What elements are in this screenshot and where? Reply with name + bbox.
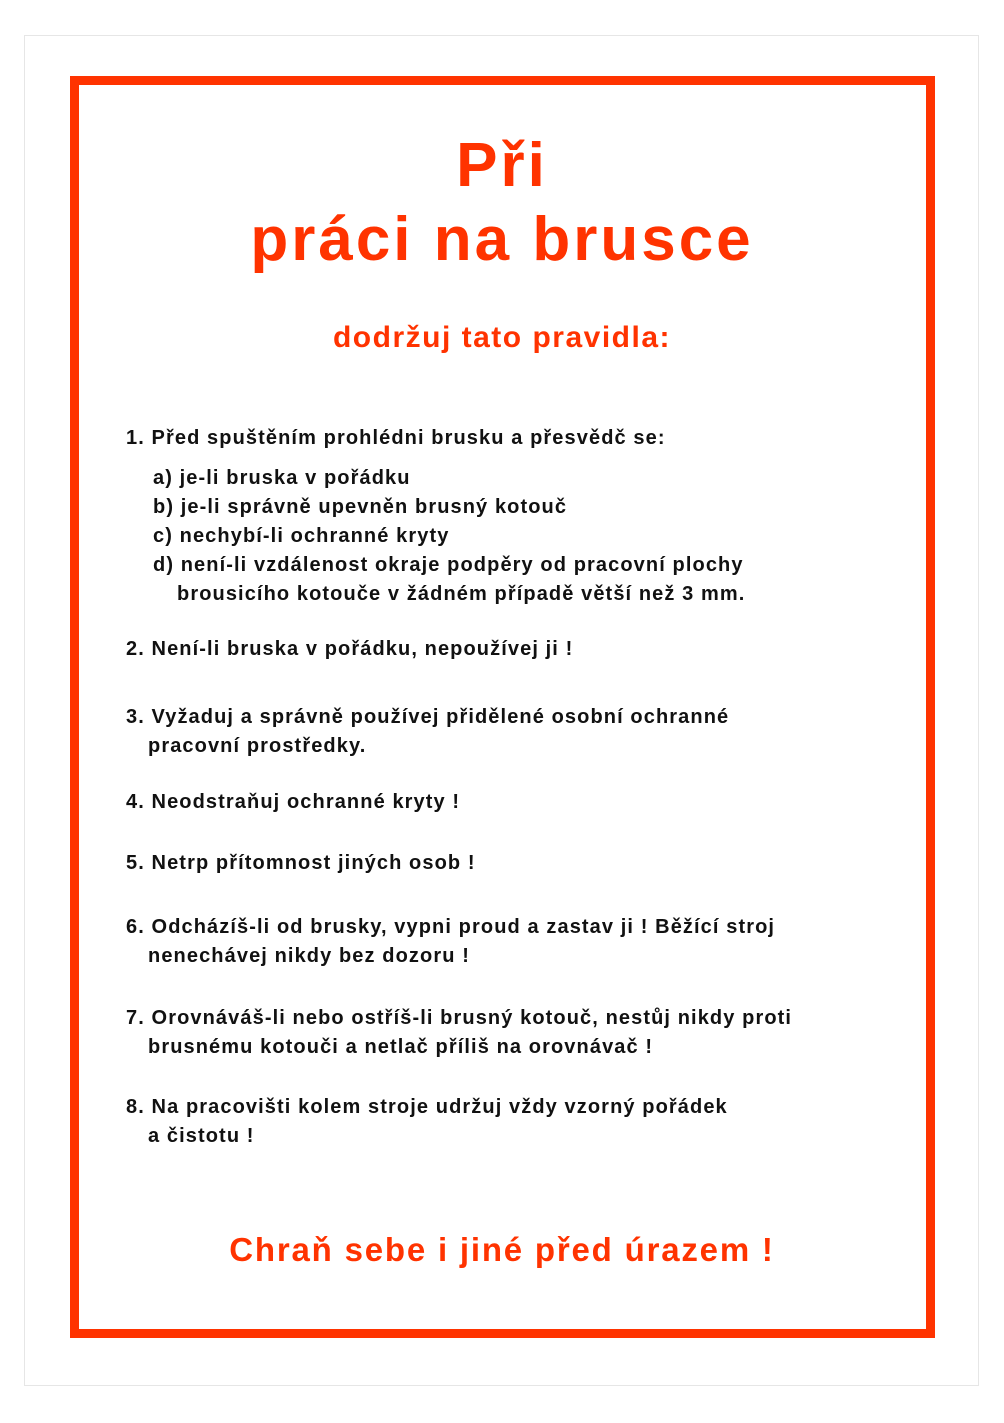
rule-1-subitem-d-line-2: brousicího kotouče v žádném případě větší než 3 mm. — [177, 583, 746, 605]
rule-1-subitem-a: a) je-li bruska v pořádku — [153, 467, 411, 489]
rule-1-subitems — [153, 464, 745, 609]
rule-5-line-1: 5. Netrp přítomnost jiných osob ! — [126, 852, 476, 874]
rule-4-line-1: 4. Neodstraňuj ochranné kryty ! — [126, 791, 461, 813]
rule-5 — [126, 849, 476, 878]
rule-8-line-2: a čistotu ! — [148, 1125, 255, 1147]
rule-6-line-1: 6. Odcházíš-li od brusky, vypni proud a zastav ji ! Běžící stroj — [126, 916, 776, 938]
rule-1-subitem-d-line-1: d) není-li vzdálenost okraje podpěry od pracovní plochy — [153, 554, 744, 576]
rule-1-line-1: 1. Před spuštěním prohlédni brusku a přesvědč se: — [126, 427, 666, 449]
rule-1-subitem-b: b) je-li správně upevněn brusný kotouč — [153, 496, 568, 518]
rule-1-subitem-c: c) nechybí-li ochranné kryty — [153, 525, 450, 547]
rule-2 — [126, 635, 573, 664]
rule-8 — [126, 1093, 728, 1151]
rule-3-line-2: pracovní prostředky. — [148, 735, 367, 757]
sign-footer-warning: Chraň sebe i jiné před úrazem ! — [229, 1231, 775, 1268]
rule-7-line-2: brusnému kotouči a netlač příliš na orovnávač ! — [148, 1036, 654, 1058]
rule-7 — [126, 1004, 792, 1062]
sign-title-line-2: práci na brusce — [250, 205, 754, 274]
rule-1 — [126, 424, 666, 453]
sign-subtitle: dodržuj tato pravidla: — [332, 321, 671, 354]
rule-2-line-1: 2. Není-li bruska v pořádku, nepoužívej ji ! — [126, 638, 574, 660]
rule-8-line-1: 8. Na pracovišti kolem stroje udržuj vždy vzorný pořádek — [126, 1096, 728, 1118]
rule-6 — [126, 913, 775, 971]
sign-title-line-1: Při — [456, 131, 548, 200]
rule-3 — [126, 703, 729, 761]
rule-3-line-1: 3. Vyžaduj a správně používej přidělené osobní ochranné — [126, 706, 730, 728]
rule-6-line-2: nenechávej nikdy bez dozoru ! — [148, 945, 470, 967]
rule-7-line-1: 7. Orovnáváš-li nebo ostříš-li brusný kotouč, nestůj nikdy proti — [126, 1007, 793, 1029]
rule-4 — [126, 788, 460, 817]
